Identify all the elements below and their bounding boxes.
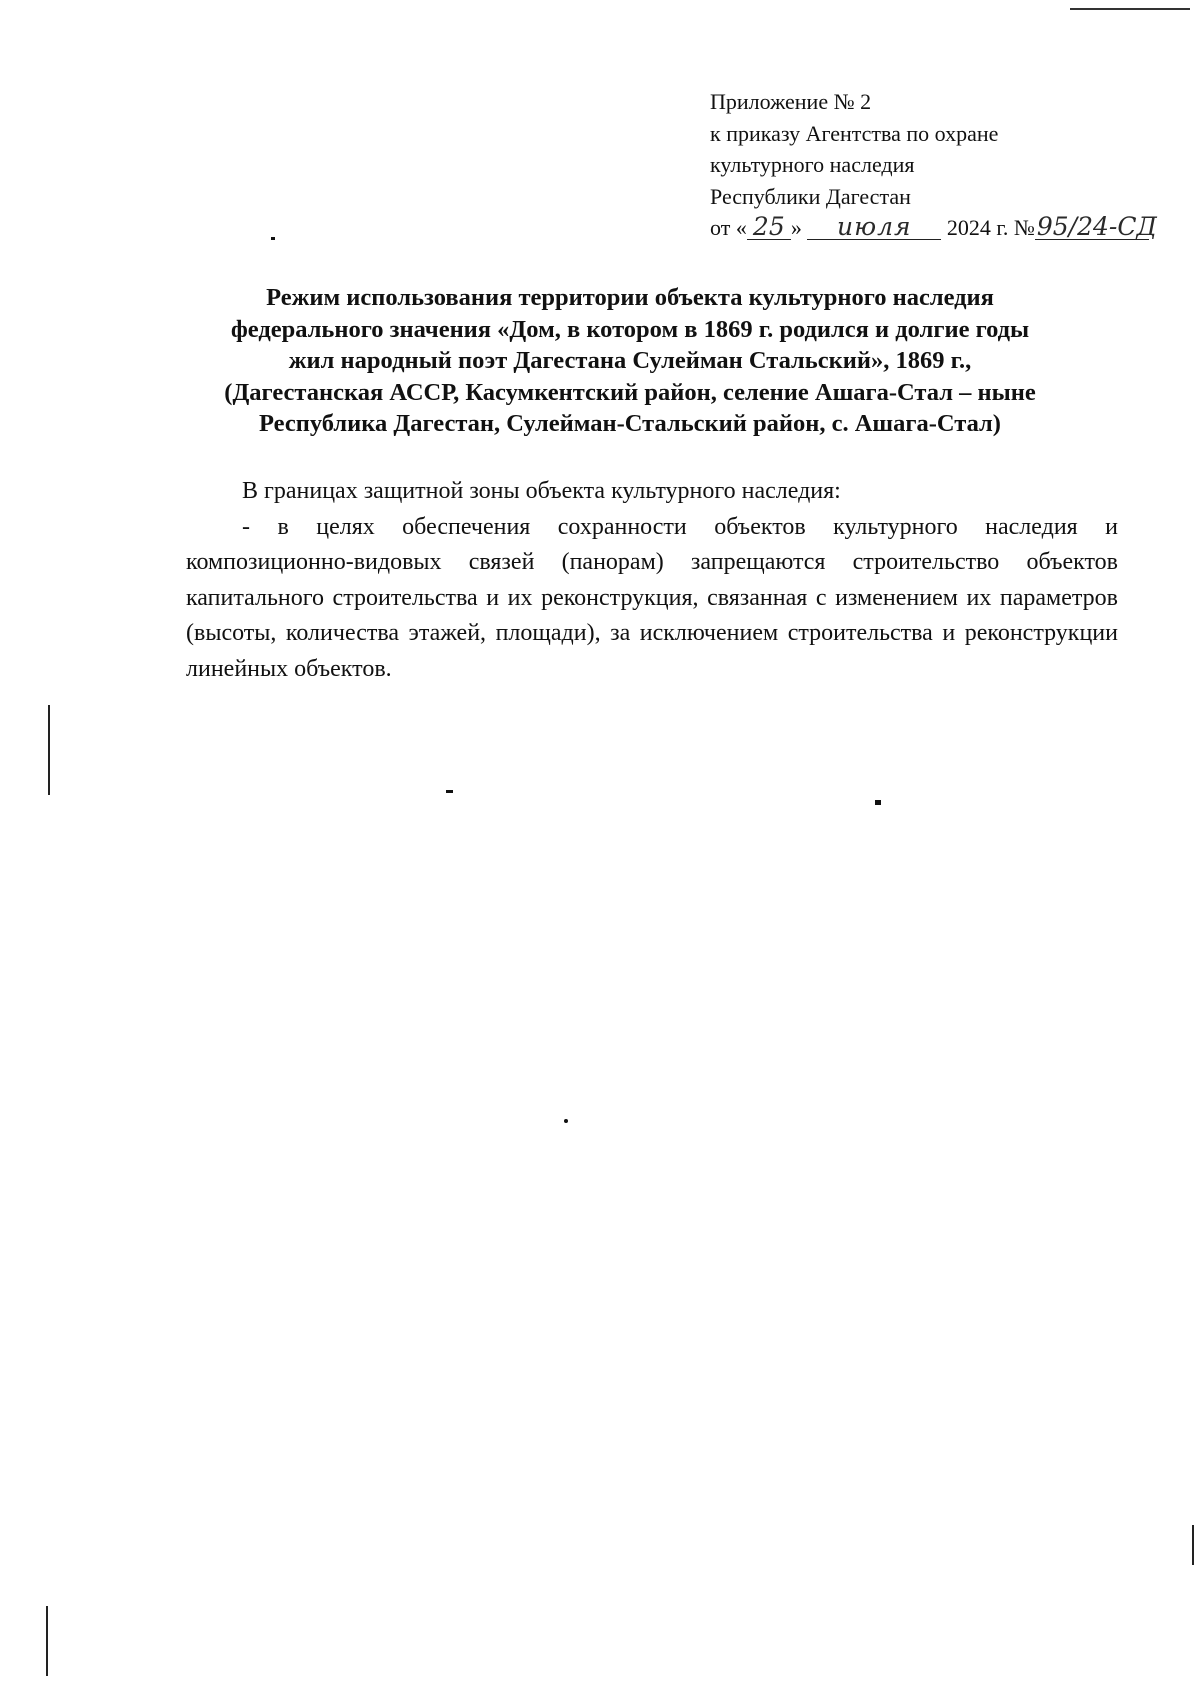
scan-artifact-dot-1 (271, 237, 275, 240)
title-line-2: федерального значения «Дом, в котором в 1869 г. родился и долгие годы (230, 315, 1030, 343)
scan-artifact-dot-4 (564, 1119, 568, 1123)
scan-artifact-dot-2 (446, 790, 453, 793)
appendix-block (710, 86, 1180, 244)
number-prefix: № (1013, 215, 1035, 240)
scan-artifact-top-line (1070, 8, 1190, 10)
scan-artifact-dot-3 (875, 800, 881, 805)
title-line-4: (Дагестанская АССР, Касумкентский район, селение Ашага-Стал – ныне (224, 378, 1036, 406)
body-paragraph: - в целях обеспечения сохранности объектов культурного наследия и композиционно-видовых связей (панорам) запрещаются строительство объектов капитального строительства и их реконструкция, связанная с изменением их параметров (высоты, количества этажей, площади), за исключением строительства и реконструкции линейных объектов. (186, 513, 1118, 682)
date-prefix: от « (710, 215, 747, 240)
document-body (186, 474, 1118, 687)
appendix-number: Приложение № 2 (710, 89, 872, 114)
title-line-1: Режим использования территории объекта культурного наследия (266, 284, 994, 311)
title-line-3: жил народный поэт Дагестана Сулейман Стальский», 1869 г., (288, 347, 972, 374)
date-year: 2024 г. (946, 215, 1009, 240)
scan-artifact-right-line (1192, 1525, 1194, 1565)
date-mid: » (790, 215, 802, 240)
appendix-order-ref: к приказу Агентства по охране (710, 120, 999, 146)
body-intro: В границах защитной зоны объекта культурного наследия: (242, 478, 841, 504)
appendix-republic: Республики Дагестан (710, 183, 911, 209)
handwritten-day: 25 (747, 215, 791, 240)
document-title (150, 282, 1110, 440)
title-line-5: Республика Дагестан, Сулейман-Стальский район, с. Ашага-Стал) (259, 410, 1001, 437)
scan-artifact-left-line-2 (46, 1606, 48, 1676)
appendix-date-line (710, 212, 1180, 244)
scan-artifact-left-line-1 (48, 705, 50, 795)
appendix-agency-line: культурного наследия (710, 152, 915, 177)
handwritten-order-number: 95/24-СД (1036, 212, 1157, 241)
handwritten-month: июля (807, 215, 941, 240)
